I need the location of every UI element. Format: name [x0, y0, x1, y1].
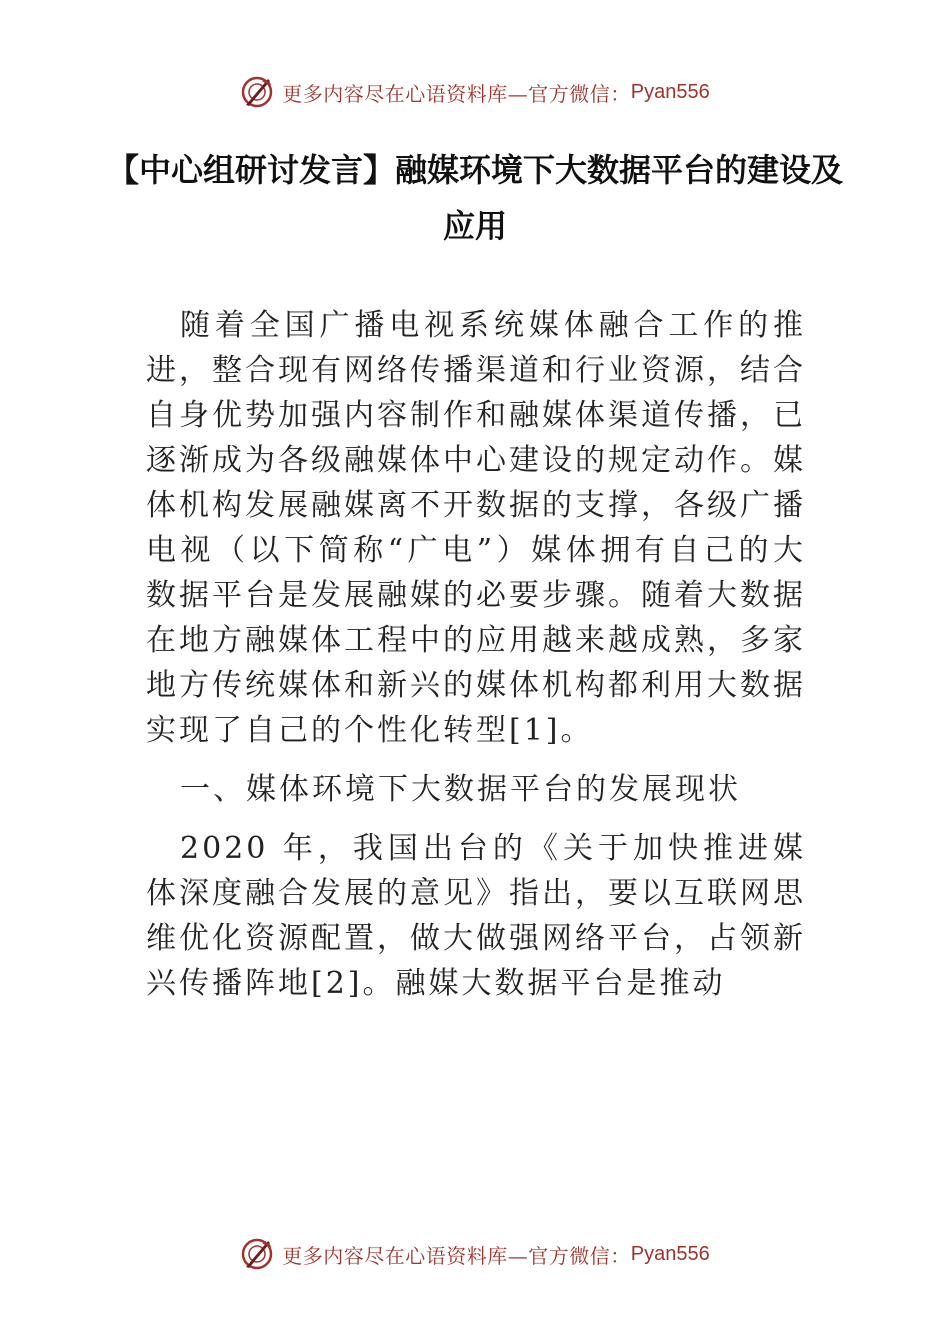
- footer-watermark: [0, 1234, 950, 1274]
- paragraph-section-1: 2020 年，我国出台的《关于加快推进媒体深度融合发展的意见》指出，要以互联网思维优化资源配置，做大做强网络平台，占领新兴传播阵地[2]。融媒大数据平台是推动: [146, 831, 806, 1001]
- section-heading: 一、媒体环境下大数据平台的发展现状: [180, 772, 741, 807]
- wechat-id: Pyan556: [630, 1242, 710, 1265]
- wechat-id: Pyan556: [630, 80, 710, 103]
- quill-seal-logo-icon: [240, 75, 274, 109]
- header-watermark: [0, 72, 950, 112]
- document-title: 【中心组研讨发言】融媒环境下大数据平台的建设及应用: [106, 151, 843, 245]
- watermark-text: 更多内容尽在心语资料库—官方微信：: [282, 81, 631, 106]
- paragraph-intro: 随着全国广播电视系统媒体融合工作的推进，整合现有网络传播渠道和行业资源，结合自身优势加强内容制作和融媒体渠道传播，已逐渐成为各级融媒体中心建设的规定动作。媒体机构发展融媒离不开数据的支撑，各级广播电视（以下简称“广电”）媒体拥有自己的大数据平台是发展融媒的必要步骤。随着大数据在地方融媒体工程中的应用越来越成熟，多家地方传统媒体和新兴的媒体机构都利用大数据实现了自己的个性化转型[1]。: [146, 308, 806, 748]
- quill-seal-logo-icon: [240, 1237, 274, 1271]
- watermark-text: 更多内容尽在心语资料库—官方微信：: [282, 1243, 631, 1268]
- document-body: [146, 303, 806, 1020]
